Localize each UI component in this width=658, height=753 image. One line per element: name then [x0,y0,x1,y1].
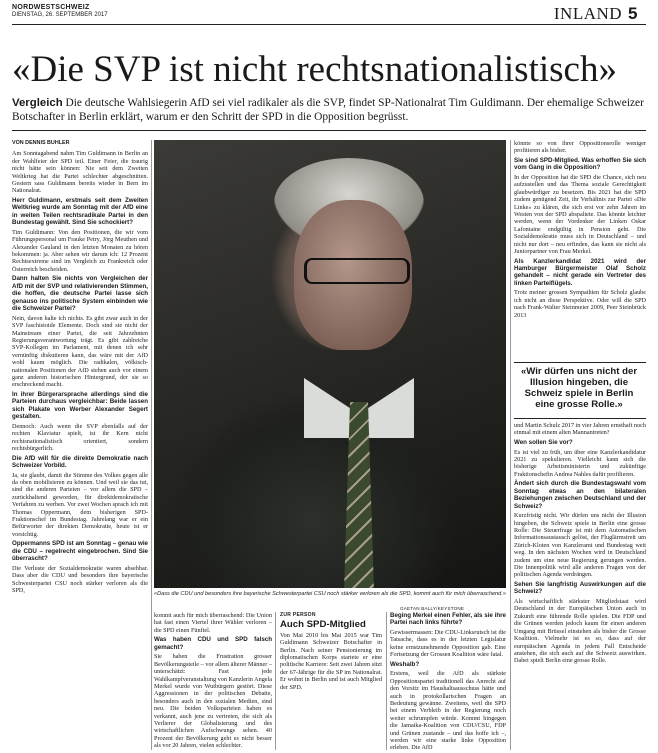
column-divider [151,140,152,750]
column-4-body [390,612,506,750]
interview-question: Weshalb? [390,660,420,668]
author-line: VON DENNIS BÜHLER [12,140,70,146]
header-rule [12,24,646,25]
deck [12,96,652,124]
interview-question: In ihrer Bürgerarsprache allerdings sind die Parteien durchaus vergleichbar: Beide lassen sich Plakate von Werber Alexander Segert gestalten. [12,390,148,421]
column-1-body [12,150,148,594]
section-name: INLAND [553,4,623,23]
interview-question: Die AfD will für die direkte Demokratie nach Schweizer Vorbild. [12,454,148,469]
pull-quote: «Wir dürfen uns nicht der Illusion hingeben, die Schweiz spiele in Berlin eine grosse Rolle.» [520,366,638,410]
interview-answer: Gewissermassen: Die CDU-Linksrutsch ist die Tatsache, dass es in der letzten Legislatur keine ernstzunehmende Opposition gab. Eine Fortsetzung der Grossen Koalition wäre fatal. [390,629,506,659]
interview-question: Beging Merkel einen Fehler, als sie ihre Partei nach links führte? [390,612,506,627]
section-label [554,4,638,24]
headline: «Die SVP ist nicht rechtsnationalistisch» [12,49,617,90]
column-5-body-continued [514,422,646,665]
bio-box [280,612,382,750]
interview-answer: Sie haben die Frustration grosser Bevölkerungsteile – vor allem älterer Männer – unterschätzt: Fast jede Wahlkampfveranstaltung von Kanzlerin Angela Merkel wurde von Wutbürgern gestört. Diese Aggressionen in der politischen Debatte, besonders auch in den sozialen Medien, sind neu. Die beiden Volksparteien haben es verkannt, auch jene zu vertreten, die sich als Verlierer der Globalisierung und des wirtschaftlichen Aufschwungs sehen. 40 Prozent der Bevölkerung geht es nicht besser als vor 20 Jahren, vielen schlechter. [154,653,272,750]
interview-question: Wen sollen Sie vor? [514,439,573,446]
photo-caption: «Dass die CDU und besonders ihre bayerische Schwesterpartei CSU noch stärker verloren als die SPD, kommt auch für mich überraschend.» [154,591,506,597]
interview-question: Sehen Sie langfristig Auswirkungen auf die Schweiz? [514,581,646,596]
column-5-top [514,140,646,358]
masthead [12,4,108,18]
interview-answer: und Martin Schulz 2017 in vier Jahren ernsthaft noch einmal mit einem alten Mannantreten? [514,422,646,437]
publication-name: NORDWESTSCHWEIZ [12,4,90,11]
interview-answer: Tim Guldimann: Von den Positionen, die wir vom Führungspersonal um Frauke Petry, Jörg Meuthen und Alexander Gauland in den letzten Monaten zu hören bekommen: ja. Aber sehen wir darum ich: 12 Prozent Rechtsextreme sind im Vergleich zu Frankreich oder Österreich bescheiden. [12,228,148,273]
interview-answer: könnte so von ihrer Oppositionsrolle weniger profitieren als bisher. [514,140,646,155]
interview-question: Ändert sich durch die Bundestagswahl vom Sonntag etwas an den bilateralen Beziehungen zwischen Deutschland und der Schweiz? [514,480,646,510]
column-divider [275,612,276,750]
interview-answer: In der Opposition hat die SPD die Chance, sich neu aufzustellen und das Thema soziale Gerechtigkeit glaubwürdiger zu besetzen. Bis 2021 hat die SPD zudem genügend Zeit, ihr Verhältnis zur Partei «Die Linke» zu klären, die sich erst vor zehn Jahren im Westen von der SPD abspaltete. Das könnte leichter werden, wenn der Vordenker der Linken Oskar Lafontaine endgültig in Pension geht. Die Sozialdemokratie muss sich in Deutschland – und nicht nur dort – neu erfinden, das kann sie nicht als Juniorpartner von Frau Merkel. [514,174,646,256]
interview-answer: Es ist viel zu früh, um über eine Kanzlerkandidatur 2021 zu spekulieren. Vielleicht kann sich die bisherige Arbeitsministerin und zukünftige Fraktionschefin Andrea Nahles dafür profilieren. [514,448,646,478]
interview-answer: Als wirtschaftlich stärkster Mitgliedstaat wird Deutschland in der Europäischen Union auch in Zukunft eine führende Rolle spielen. Die FDP und die Grünen werden jedoch kaum für einen anderen Umgang mit Brüssel einstehen als bisher die Grosse Koalition. Vielmehr ist es so, dass auf der europäischen Agenda in jedem Fall Entscheide anstehen, die sich auch auf die Schweiz auswirken. Dabei spielt Berlin eine grosse Rolle. [514,598,646,665]
interview-answer: Erstens, weil die AfD als stärkste Oppositionspartei traditionell das Anrecht auf den Vorsitz im Haushaltsausschuss hätte und auch in protokollarischen Fragen an Bedeutung gewänne. Zweitens, weil die SPD bei einem Verbleib in der Regierung noch weiter schrumpfen würde. Kommt hingegen die Jamaika-Koalition von CDU/CSU, FDP und Grünen zustande – und das hoffe ich –, werden wir eine starke linke Opposition erleben. Die AfD [390,670,506,750]
photo-credit: GAETAN BALLY/KEYSTONE [400,606,465,611]
page-number: 5 [628,4,638,23]
bio-title: Auch SPD-Mitglied [280,619,366,631]
interview-question: Sie sind SPD-Mitglied. Was erhoffen Sie sich vom Gang in die Opposition? [514,157,646,172]
portrait-photo [154,140,506,588]
pullquote-rule-top [514,362,646,363]
pullquote-rule-bottom [514,418,646,419]
interview-answer: Trotz meiner grossen Sympathien für Scholz glaube ich nicht an diese Perspektive. Oder will die SPD nach Frank-Walter Steinmeier 2009, Peer Steinbrück 2013 [514,289,646,319]
photo-glasses [304,258,410,284]
column-5-body [514,140,646,319]
column-5-bottom [514,422,646,750]
bio-text: Von Mai 2010 bis Mai 2015 war Tim Guldimann Schweizer Botschafter in Berlin. Nach seiner Pensionierung im diplomatischen Korps startete er eine politische Karriere: Seit zwei Jahren sitzt der 67-Jährige für die SP im Nationalrat. Er wohnt in Berlin und ist auch Mitglied der SPD. [280,631,382,691]
interview-question: Oppermanns SPD ist am Sonntag – genau wie die CDU – regelrecht eingebrochen. Sind Sie überrascht? [12,540,148,563]
deck-text: Die deutsche Wahlsiegerin AfD sei viel radikaler als die SVP, findet SP-Nationalrat Tim Guldimann. Der ehemalige Schweizer Botschafter in Berlin erklärt, warum er den Schritt der SPD in die Opposition begrüsst. [12,97,644,123]
interview-answer: kommt auch für mich überraschend: Die Union hat fast einen Viertel ihrer Wähler verloren – die SPD einen Fünftel. [154,612,272,634]
interview-answer: Die Verluste der Sozialdemokratie waren absehbar. Dass aber die CDU und besonders ihre bayerische Schwesterpartei CSU noch stärker verloren als die SPD, [12,564,148,595]
column-1 [12,140,148,750]
interview-question: Als Kanzlerkandidat 2021 wird der Hamburger Bürgermeister Olaf Scholz gehandelt – nicht gerade ein Vertreter des linken Parteiflügels. [514,257,646,287]
column-2 [154,612,272,750]
bio-kicker: ZUR PERSON [280,612,316,618]
interview-question: Dann halten Sie nichts von Vergleichen der AfD mit der SVP und relativierenden Stimmen, die hoffen, die deutsche Partei lasse sich genauso ins politische System einbinden wie die Schweizer Partei? [12,275,148,313]
interview-answer: Am Sonntagabend nahm Tim Guldimann in Berlin an der Wahlfeier der SPD teil. Einer Feier, die traurig nicht hätte sein können: Nie seit dem Zweiten Weltkrieg hat die Partei schlechter abgeschnitten. Gestern sass Guldimann bereits wieder in Bern im Nationalrat. [12,150,148,195]
interview-answer: Ja, sie glaubt, damit die Stimme des Volkes gegen alle da oben mobilisieren zu können. Und weil sie das tut, sind die anderen Parteien – vor allem die SPD – zurückhaltend geworden, für direktdemokratische Verfahren zu werben. Vor zwei Wochen sprach ich mit Thomas Oppermann, dem bisherigen SPD-Fraktionschef im Bundestag. Jahrelang war er ein Befürworter der direkten Demokratie, heute ist er vorsichtig. [12,471,148,538]
deck-rule [12,130,646,131]
column-divider [510,140,511,750]
interview-question: Herr Guldimann, erstmals seit dem Zweiten Weltkrieg wurde am Sonntag mit der AfD eine in weiten Teilen rechtsradikale Partei in den Bundestag gewählt. Sind Sie schockiert? [12,197,148,227]
column-divider [386,612,387,750]
interview-answer: Dennoch: Auch wenn die SVP ebenfalls auf der rechten Klaviatur spielt, ist ihr Kern nicht rechtsnationalistisch orientiert, sondern rechtsbürgerlich. [12,422,148,452]
interview-question: Was haben CDU und SPD falsch gemacht? [154,636,272,651]
issue-date: DIENSTAG, 26. SEPTEMBER 2017 [12,12,108,18]
interview-answer: Kurzfristig nicht. Wir dürfen uns nicht der Illusion hingeben, die Schweiz spiele in Berlin eine grosse Rolle: Die Steuerfrage ist mit dem Automatischen Informationsaustausch gelöst, der Fluglärmstreit um Zürich-Kloten von Kanzleramt und Bundestag weit weg. In den nächsten Wochen wird in Deutschland zudem um eine neue Regierung gerungen werden. Die Innenpolitik wird alle anderen Fragen von der politischen Agenda verdrängen. [514,512,646,579]
deck-kicker: Vergleich [12,97,63,109]
column-2-body [154,612,272,750]
column-4 [390,612,506,750]
interview-answer: Nein, davon halte ich nichts. Es gibt zwar auch in der SVP faschistoide Elemente. Doch sind sie nicht der Mainstream einer Partei, die seit Jahrzehnten Regierungsverantwortung trägt. Es gibt zahlreiche SVP-Kollegen im Parlament, mit denen ich sehr vernünftig diskutieren kann, das wäre mit der AfD wohl kaum möglich. Die radikalen, völkisch-nationalen Positionen der AfD stehen auch vor einem ganz anderen historischen Hintergrund, der sie so erschreckend macht. [12,314,148,389]
